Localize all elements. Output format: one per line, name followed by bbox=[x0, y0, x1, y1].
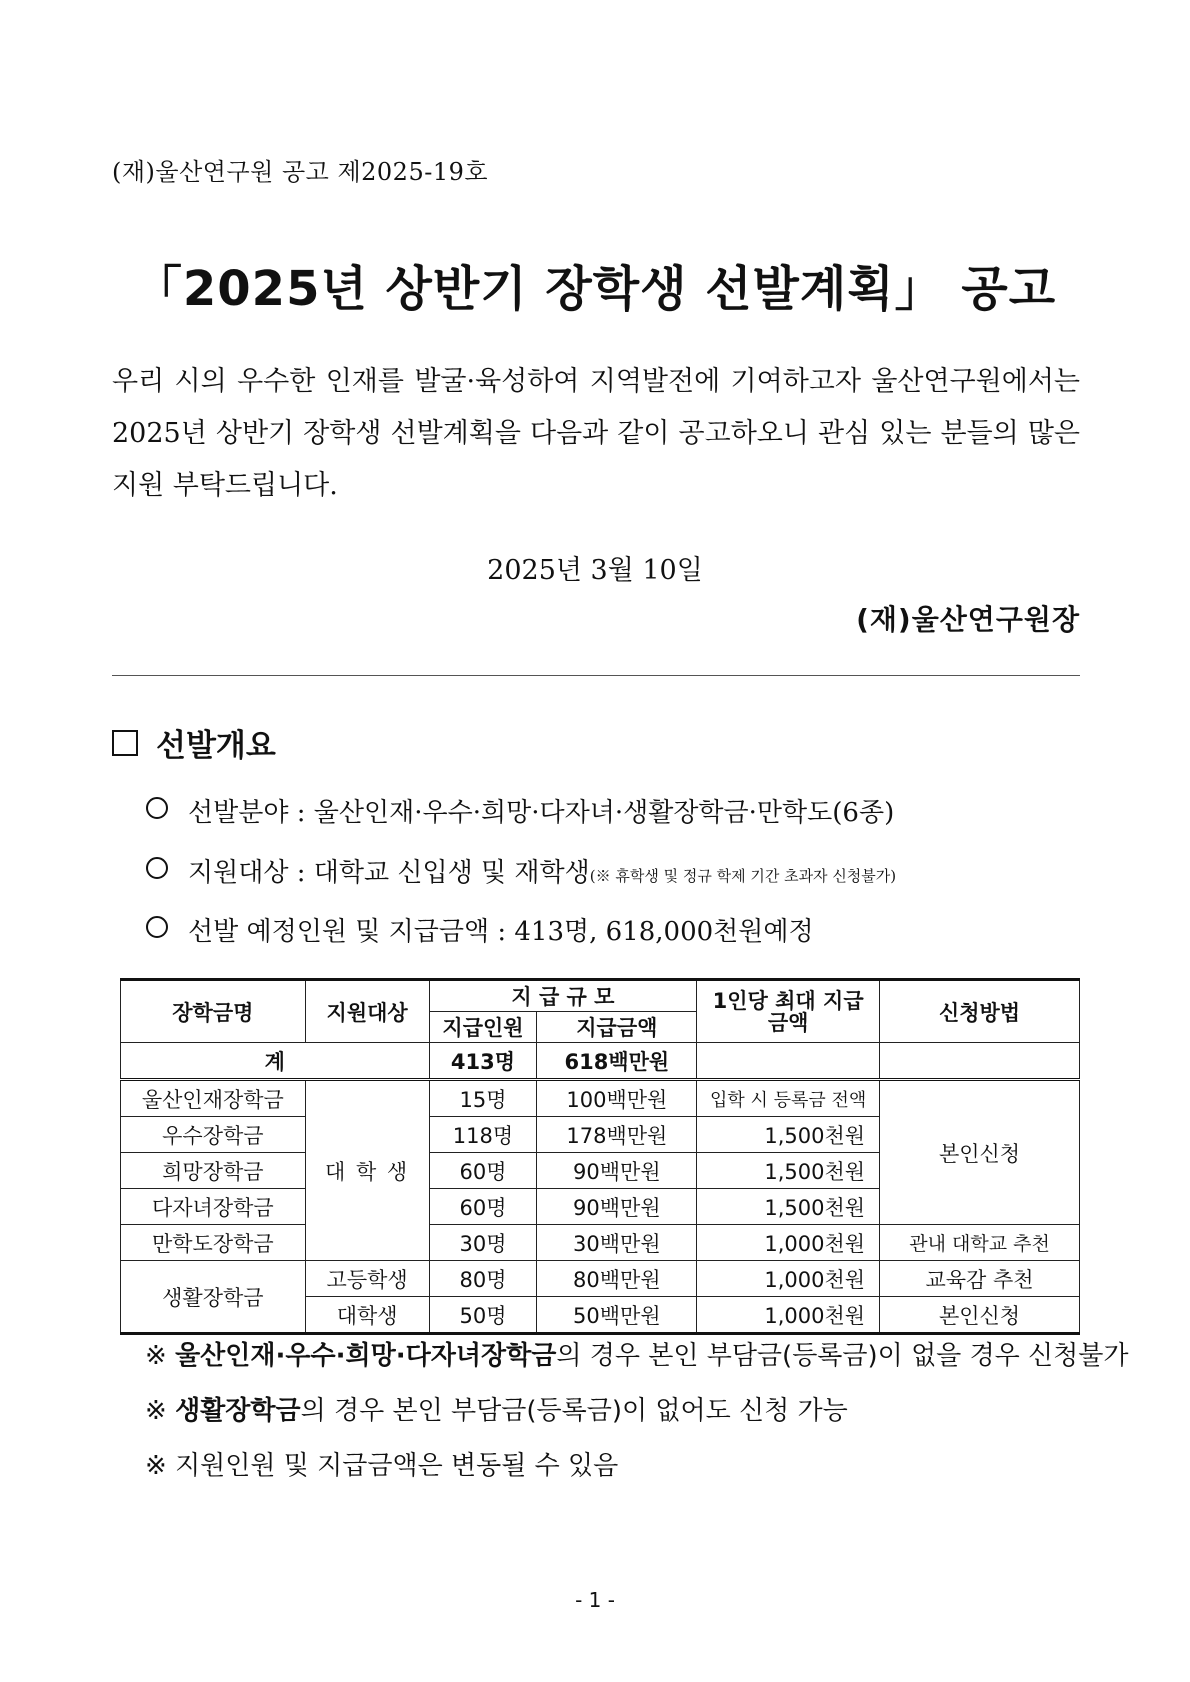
header-amount: 지급금액 bbox=[537, 1012, 697, 1043]
notice-number: (재)울산연구원 공고 제2025-19호 bbox=[112, 158, 489, 186]
header-target: 지원대상 bbox=[305, 980, 429, 1043]
note-1-bold: 울산인재·우수·희망·다자녀장학금 bbox=[175, 1341, 557, 1371]
row-method-self: 본인신청 bbox=[880, 1080, 1080, 1225]
bullet-quota-text: 선발 예정인원 및 지급금액 : 413명, 618,000천원예정 bbox=[188, 917, 814, 947]
note-2-bold: 생활장학금 bbox=[175, 1396, 301, 1426]
section-heading-text: 선발개요 bbox=[156, 728, 276, 764]
row-amount: 90백만원 bbox=[537, 1189, 697, 1225]
total-amount: 618백만원 bbox=[537, 1043, 697, 1080]
row-amount: 80백만원 bbox=[537, 1261, 697, 1297]
row-amount: 30백만원 bbox=[537, 1225, 697, 1261]
row-name: 희망장학금 bbox=[121, 1153, 306, 1189]
document-title: 「2025년 상반기 장학생 선발계획」 공고 bbox=[133, 261, 1057, 317]
header-name: 장학금명 bbox=[121, 980, 306, 1043]
row-max: 1,500천원 bbox=[697, 1153, 880, 1189]
row-people: 15명 bbox=[429, 1080, 537, 1117]
row-name-living: 생활장학금 bbox=[121, 1261, 306, 1334]
section-heading bbox=[112, 720, 276, 765]
bullet-field-text: 선발분야 : 울산인재·우수·희망·다자녀·생활장학금·만학도(6종) bbox=[188, 798, 895, 828]
bullet-quota bbox=[146, 911, 814, 948]
row-name: 만학도장학금 bbox=[121, 1225, 306, 1261]
table-row bbox=[121, 1080, 1080, 1117]
intro-paragraph: 우리 시의 우수한 인재를 발굴·육성하여 지역발전에 기여하고자 울산연구원에서는 2025년 상반기 장학생 선발계획을 다음과 같이 공고하오니 관심 있는 분들의 많은 지원 부탁드립니다. bbox=[112, 366, 1080, 501]
note-3 bbox=[145, 1445, 618, 1482]
row-amount: 90백만원 bbox=[537, 1153, 697, 1189]
total-method bbox=[880, 1043, 1080, 1080]
row-max: 1,500천원 bbox=[697, 1189, 880, 1225]
row-max: 1,000천원 bbox=[697, 1261, 880, 1297]
row-target-univ: 대 학 생 bbox=[305, 1080, 429, 1261]
scholarship-table bbox=[120, 978, 1080, 1335]
row-people: 30명 bbox=[429, 1225, 537, 1261]
note-2 bbox=[145, 1390, 848, 1427]
row-amount: 178백만원 bbox=[537, 1117, 697, 1153]
note-1 bbox=[145, 1335, 1129, 1372]
circle-bullet-icon bbox=[146, 857, 168, 879]
bullet-field bbox=[146, 792, 894, 829]
row-method: 본인신청 bbox=[880, 1297, 1080, 1334]
row-max: 1,000천원 bbox=[697, 1225, 880, 1261]
row-target: 고등학생 bbox=[305, 1261, 429, 1297]
table-row bbox=[121, 1261, 1080, 1297]
row-method: 교육감 추천 bbox=[880, 1261, 1080, 1297]
note-mark: ※ bbox=[145, 1341, 167, 1371]
note-mark: ※ bbox=[145, 1396, 167, 1426]
total-label: 계 bbox=[121, 1043, 430, 1080]
row-max: 1,500천원 bbox=[697, 1117, 880, 1153]
bullet-target bbox=[146, 852, 896, 889]
table-row-total bbox=[121, 1043, 1080, 1080]
row-people: 60명 bbox=[429, 1153, 537, 1189]
header-method: 신청방법 bbox=[880, 980, 1080, 1043]
row-max: 입학 시 등록금 전액 bbox=[697, 1080, 880, 1117]
row-method: 관내 대학교 추천 bbox=[880, 1225, 1080, 1261]
page-number: - 1 - bbox=[575, 1588, 615, 1612]
row-name: 울산인재장학금 bbox=[121, 1080, 306, 1117]
row-amount: 100백만원 bbox=[537, 1080, 697, 1117]
table-row bbox=[121, 1225, 1080, 1261]
header-max: 1인당 최대 지급금액 bbox=[697, 980, 880, 1043]
row-people: 60명 bbox=[429, 1189, 537, 1225]
circle-bullet-icon bbox=[146, 916, 168, 938]
note-2-text: 의 경우 본인 부담금(등록금)이 없어도 신청 가능 bbox=[300, 1396, 848, 1426]
row-people: 50명 bbox=[429, 1297, 537, 1334]
row-max: 1,000천원 bbox=[697, 1297, 880, 1334]
note-mark: ※ bbox=[145, 1451, 167, 1481]
bullet-target-text: 지원대상 : 대학교 신입생 및 재학생 bbox=[188, 858, 590, 888]
row-name: 다자녀장학금 bbox=[121, 1189, 306, 1225]
total-people: 413명 bbox=[429, 1043, 537, 1080]
row-name: 우수장학금 bbox=[121, 1117, 306, 1153]
row-amount: 50백만원 bbox=[537, 1297, 697, 1334]
row-people: 80명 bbox=[429, 1261, 537, 1297]
header-people: 지급인원 bbox=[429, 1012, 537, 1043]
total-max bbox=[697, 1043, 880, 1080]
circle-bullet-icon bbox=[146, 797, 168, 819]
note-3-text: 지원인원 및 지급금액은 변동될 수 있음 bbox=[175, 1451, 619, 1481]
notice-date: 2025년 3월 10일 bbox=[487, 555, 703, 586]
divider bbox=[112, 675, 1080, 676]
square-bullet-icon bbox=[112, 730, 138, 756]
header-scale: 지 급 규 모 bbox=[429, 980, 697, 1012]
row-people: 118명 bbox=[429, 1117, 537, 1153]
issuer: (재)울산연구원장 bbox=[856, 603, 1080, 636]
note-1-text: 의 경우 본인 부담금(등록금)이 없을 경우 신청불가 bbox=[556, 1341, 1129, 1371]
row-target: 대학생 bbox=[305, 1297, 429, 1334]
bullet-target-note: (※ 휴학생 및 정규 학제 기간 초과자 신청불가) bbox=[589, 867, 897, 885]
